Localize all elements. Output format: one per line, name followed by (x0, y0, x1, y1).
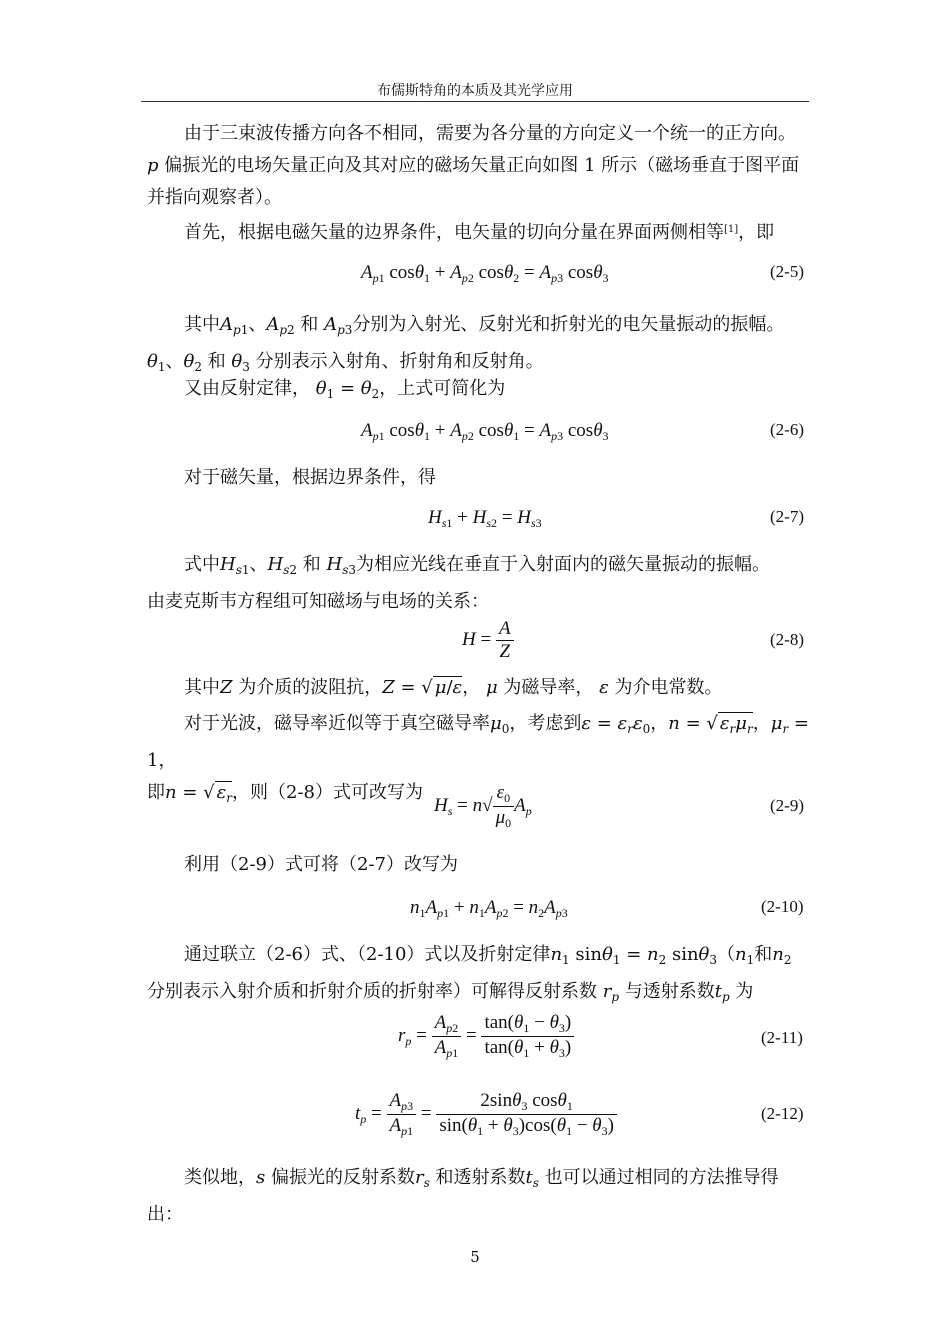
paragraph-8: 其中Z 为介质的波阻抗，Z = √ μ/ε， μ 为磁导率， ε 为介电常数。 (184, 677, 723, 698)
header-rule (141, 101, 809, 102)
paragraph-6: 式中$H_{s1}$、$H_{s2}$ 和 $H_{s3}$为相应光线在垂直于入射面内的磁矢量振动的振幅。 由麦克斯韦方程组可知磁场与电场的关系： (147, 554, 770, 612)
page-number: 5 (470, 1248, 480, 1266)
paragraph-9: 对于光波，磁导率近似等于真空磁导率$\mu_0$，考虑到$\varepsilon = \varepsilon_r\varepsilon_0$，n = √ $\varepsilon_r\mu_r$，$\mu_r = 1$， 即n = √ $\varepsilon_r$，则（2-8）式可改写为 (147, 713, 810, 805)
paragraph-5: 对于磁矢量，根据边界条件，得 (184, 467, 436, 488)
paragraph-11: 通过联立（2-6）式、（2-10）式以及折射定律$n_1$ $\sin\theta_1 = n_2$ $\sin\theta_3(n_1$和$n_2$分别表示入射介质和折射介质的折射率）可解得反射系数 $r_p$ 与透射系数$t_p$ 为 (147, 944, 792, 1004)
running-header: 布儒斯特角的本质及其光学应用 (377, 83, 573, 99)
paragraph-4: 又由反射定律， $\theta_1 = \theta_2$，上式可简化为 (184, 378, 506, 401)
paragraph-12: 类似地，s 偏振光的反射系数$r_s$ 和透射系数$t_s$ 也可以通过相同的方法推导得出： (147, 1167, 779, 1225)
paragraph-10: 利用（2-9）式可将（2-7）改写为 (184, 854, 458, 875)
paragraph-3: 其中$A_{p1}$、$A_{p2}$ 和 $A_{p3}$分别为入射光、反射光和折射光的电矢量振动的振幅。 $\theta_1$、$\theta_2$ 和 $\theta_3$ 分别表示入射角、折射角和反射角。 (147, 314, 785, 374)
paragraph-1: 由于三束波传播方向各不相同，需要为各分量的方向定义一个统一的正方向。 p 偏振光的电场矢量正向及其对应的磁场矢量正向如图 1 所示（磁场垂直于图平面并指向观察者）。 (147, 123, 800, 208)
paragraph-2: 首先，根据电磁矢量的边界条件，电矢量的切向分量在界面两侧相等[1]，即 (184, 222, 775, 243)
